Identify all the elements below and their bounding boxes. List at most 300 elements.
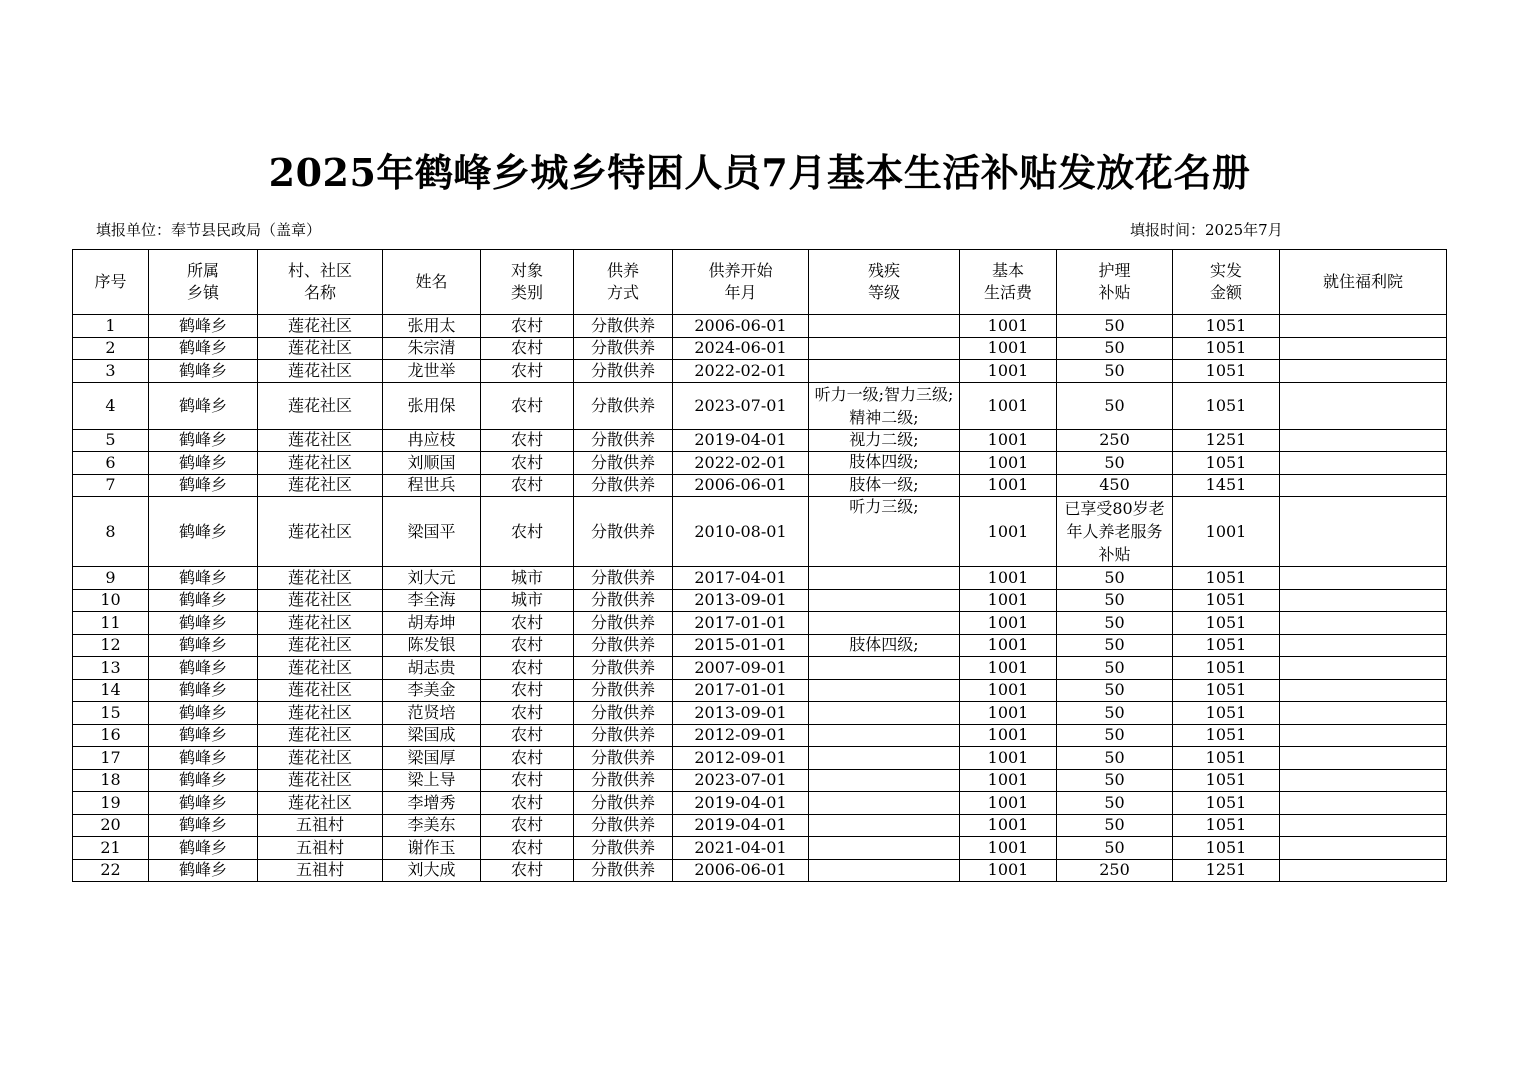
- cell-town: 鹤峰乡: [149, 679, 258, 702]
- cell-disability-level: [809, 589, 960, 612]
- cell-welfare-home: [1280, 360, 1447, 383]
- cell-disability-level: [809, 679, 960, 702]
- cell-welfare-home: [1280, 452, 1447, 475]
- cell-actual-amount: 1051: [1173, 360, 1280, 383]
- column-header-basic-living-fee: 基本 生活费: [960, 250, 1057, 315]
- cell-start-date: 2021-04-01: [673, 837, 809, 860]
- cell-village: 莲花社区: [258, 337, 383, 360]
- cell-actual-amount: 1051: [1173, 679, 1280, 702]
- cell-name: 李全海: [383, 589, 481, 612]
- cell-disability-level: [809, 657, 960, 680]
- cell-support-method: 分散供养: [574, 315, 673, 338]
- cell-category: 农村: [481, 474, 574, 497]
- cell-category: 农村: [481, 859, 574, 882]
- cell-care-subsidy: 50: [1057, 337, 1173, 360]
- cell-village: 五祖村: [258, 859, 383, 882]
- cell-basic-living-fee: 1001: [960, 589, 1057, 612]
- column-header-actual-amount: 实发 金额: [1173, 250, 1280, 315]
- cell-town: 鹤峰乡: [149, 859, 258, 882]
- cell-town: 鹤峰乡: [149, 724, 258, 747]
- cell-start-date: 2015-01-01: [673, 634, 809, 657]
- cell-care-subsidy: 50: [1057, 747, 1173, 770]
- cell-village: 莲花社区: [258, 360, 383, 383]
- cell-care-subsidy: 250: [1057, 859, 1173, 882]
- cell-town: 鹤峰乡: [149, 814, 258, 837]
- cell-support-method: 分散供养: [574, 474, 673, 497]
- cell-support-method: 分散供养: [574, 657, 673, 680]
- cell-care-subsidy: 50: [1057, 724, 1173, 747]
- cell-name: 胡志贵: [383, 657, 481, 680]
- cell-care-subsidy: 50: [1057, 657, 1173, 680]
- cell-welfare-home: [1280, 769, 1447, 792]
- cell-village: 莲花社区: [258, 612, 383, 635]
- cell-category: 农村: [481, 702, 574, 725]
- cell-actual-amount: 1051: [1173, 814, 1280, 837]
- cell-basic-living-fee: 1001: [960, 474, 1057, 497]
- cell-care-subsidy: 50: [1057, 702, 1173, 725]
- cell-village: 莲花社区: [258, 589, 383, 612]
- cell-name: 李美金: [383, 679, 481, 702]
- cell-basic-living-fee: 1001: [960, 497, 1057, 567]
- column-header-village: 村、社区 名称: [258, 250, 383, 315]
- cell-welfare-home: [1280, 589, 1447, 612]
- cell-basic-living-fee: 1001: [960, 612, 1057, 635]
- cell-no: 6: [73, 452, 149, 475]
- cell-name: 刘大成: [383, 859, 481, 882]
- cell-actual-amount: 1051: [1173, 724, 1280, 747]
- cell-name: 陈发银: [383, 634, 481, 657]
- cell-category: 城市: [481, 567, 574, 590]
- cell-disability-level: [809, 702, 960, 725]
- cell-basic-living-fee: 1001: [960, 814, 1057, 837]
- cell-basic-living-fee: 1001: [960, 702, 1057, 725]
- cell-welfare-home: [1280, 702, 1447, 725]
- cell-village: 莲花社区: [258, 382, 383, 429]
- table-row: [73, 612, 1447, 635]
- cell-care-subsidy: 50: [1057, 769, 1173, 792]
- cell-welfare-home: [1280, 814, 1447, 837]
- cell-care-subsidy: 50: [1057, 792, 1173, 815]
- cell-disability-level: [809, 769, 960, 792]
- cell-support-method: 分散供养: [574, 497, 673, 567]
- cell-start-date: 2012-09-01: [673, 747, 809, 770]
- cell-welfare-home: [1280, 792, 1447, 815]
- table-row: [73, 382, 1447, 429]
- cell-name: 程世兵: [383, 474, 481, 497]
- cell-care-subsidy: 50: [1057, 612, 1173, 635]
- cell-disability-level: [809, 747, 960, 770]
- cell-actual-amount: 1051: [1173, 769, 1280, 792]
- cell-support-method: 分散供养: [574, 814, 673, 837]
- cell-no: 18: [73, 769, 149, 792]
- cell-basic-living-fee: 1001: [960, 567, 1057, 590]
- table-row: [73, 429, 1447, 452]
- cell-support-method: 分散供养: [574, 589, 673, 612]
- cell-disability-level: [809, 792, 960, 815]
- cell-start-date: 2019-04-01: [673, 792, 809, 815]
- cell-welfare-home: [1280, 474, 1447, 497]
- cell-no: 14: [73, 679, 149, 702]
- cell-actual-amount: 1051: [1173, 315, 1280, 338]
- cell-start-date: 2006-06-01: [673, 859, 809, 882]
- cell-no: 16: [73, 724, 149, 747]
- column-header-disability-level: 残疾 等级: [809, 250, 960, 315]
- cell-support-method: 分散供养: [574, 792, 673, 815]
- cell-village: 莲花社区: [258, 792, 383, 815]
- table-row: [73, 452, 1447, 475]
- cell-town: 鹤峰乡: [149, 747, 258, 770]
- cell-village: 莲花社区: [258, 315, 383, 338]
- cell-welfare-home: [1280, 859, 1447, 882]
- cell-town: 鹤峰乡: [149, 497, 258, 567]
- cell-name: 龙世举: [383, 360, 481, 383]
- cell-disability-level: [809, 567, 960, 590]
- cell-no: 2: [73, 337, 149, 360]
- cell-disability-level: [809, 724, 960, 747]
- cell-actual-amount: 1051: [1173, 702, 1280, 725]
- table-row: [73, 567, 1447, 590]
- cell-name: 谢作玉: [383, 837, 481, 860]
- cell-village: 莲花社区: [258, 634, 383, 657]
- cell-actual-amount: 1251: [1173, 859, 1280, 882]
- cell-category: 农村: [481, 657, 574, 680]
- cell-start-date: 2010-08-01: [673, 497, 809, 567]
- cell-name: 梁国平: [383, 497, 481, 567]
- cell-town: 鹤峰乡: [149, 634, 258, 657]
- cell-village: 莲花社区: [258, 474, 383, 497]
- table-row: [73, 859, 1447, 882]
- cell-no: 21: [73, 837, 149, 860]
- cell-welfare-home: [1280, 567, 1447, 590]
- cell-village: 莲花社区: [258, 497, 383, 567]
- cell-welfare-home: [1280, 679, 1447, 702]
- cell-welfare-home: [1280, 657, 1447, 680]
- cell-care-subsidy: 50: [1057, 452, 1173, 475]
- table-row: [73, 769, 1447, 792]
- document-title: 2025年鹤峰乡城乡特困人员7月基本生活补贴发放花名册: [268, 150, 1251, 195]
- cell-start-date: 2013-09-01: [673, 589, 809, 612]
- cell-town: 鹤峰乡: [149, 452, 258, 475]
- cell-no: 19: [73, 792, 149, 815]
- cell-actual-amount: 1051: [1173, 452, 1280, 475]
- cell-basic-living-fee: 1001: [960, 360, 1057, 383]
- cell-start-date: 2023-07-01: [673, 382, 809, 429]
- cell-village: 莲花社区: [258, 567, 383, 590]
- table-row: [73, 634, 1447, 657]
- cell-category: 农村: [481, 837, 574, 860]
- cell-care-subsidy: 50: [1057, 589, 1173, 612]
- cell-basic-living-fee: 1001: [960, 792, 1057, 815]
- cell-support-method: 分散供养: [574, 769, 673, 792]
- table-row: [73, 679, 1447, 702]
- cell-welfare-home: [1280, 747, 1447, 770]
- cell-actual-amount: 1001: [1173, 497, 1280, 567]
- cell-actual-amount: 1051: [1173, 792, 1280, 815]
- cell-actual-amount: 1051: [1173, 612, 1280, 635]
- cell-actual-amount: 1451: [1173, 474, 1280, 497]
- table-row: [73, 315, 1447, 338]
- cell-category: 农村: [481, 429, 574, 452]
- cell-care-subsidy: 已享受80岁老年人养老服务补贴: [1057, 497, 1173, 567]
- cell-support-method: 分散供养: [574, 859, 673, 882]
- cell-name: 胡寿坤: [383, 612, 481, 635]
- cell-town: 鹤峰乡: [149, 429, 258, 452]
- cell-no: 10: [73, 589, 149, 612]
- cell-support-method: 分散供养: [574, 337, 673, 360]
- cell-support-method: 分散供养: [574, 837, 673, 860]
- cell-no: 12: [73, 634, 149, 657]
- cell-town: 鹤峰乡: [149, 474, 258, 497]
- column-header-start-date: 供养开始 年月: [673, 250, 809, 315]
- cell-basic-living-fee: 1001: [960, 657, 1057, 680]
- cell-start-date: 2006-06-01: [673, 474, 809, 497]
- cell-village: 莲花社区: [258, 769, 383, 792]
- column-header-care-subsidy: 护理 补贴: [1057, 250, 1173, 315]
- cell-basic-living-fee: 1001: [960, 859, 1057, 882]
- cell-town: 鹤峰乡: [149, 702, 258, 725]
- cell-start-date: 2006-06-01: [673, 315, 809, 338]
- cell-care-subsidy: 50: [1057, 567, 1173, 590]
- cell-category: 农村: [481, 360, 574, 383]
- cell-actual-amount: 1051: [1173, 657, 1280, 680]
- cell-welfare-home: [1280, 724, 1447, 747]
- column-header-name: 姓名: [383, 250, 481, 315]
- cell-basic-living-fee: 1001: [960, 452, 1057, 475]
- cell-welfare-home: [1280, 634, 1447, 657]
- cell-category: 农村: [481, 634, 574, 657]
- cell-care-subsidy: 250: [1057, 429, 1173, 452]
- cell-category: 农村: [481, 337, 574, 360]
- cell-basic-living-fee: 1001: [960, 747, 1057, 770]
- cell-town: 鹤峰乡: [149, 769, 258, 792]
- table-row: [73, 702, 1447, 725]
- cell-start-date: 2017-01-01: [673, 679, 809, 702]
- cell-disability-level: 肢体四级;: [809, 452, 960, 475]
- cell-care-subsidy: 50: [1057, 382, 1173, 429]
- cell-welfare-home: [1280, 837, 1447, 860]
- cell-basic-living-fee: 1001: [960, 837, 1057, 860]
- cell-support-method: 分散供养: [574, 452, 673, 475]
- cell-care-subsidy: 50: [1057, 315, 1173, 338]
- cell-care-subsidy: 50: [1057, 837, 1173, 860]
- cell-actual-amount: 1051: [1173, 337, 1280, 360]
- cell-town: 鹤峰乡: [149, 792, 258, 815]
- cell-town: 鹤峰乡: [149, 612, 258, 635]
- cell-village: 莲花社区: [258, 452, 383, 475]
- cell-no: 22: [73, 859, 149, 882]
- cell-support-method: 分散供养: [574, 612, 673, 635]
- cell-basic-living-fee: 1001: [960, 429, 1057, 452]
- table-row: [73, 837, 1447, 860]
- cell-name: 梁国厚: [383, 747, 481, 770]
- table-body: [73, 315, 1447, 882]
- table-row: [73, 360, 1447, 383]
- cell-basic-living-fee: 1001: [960, 634, 1057, 657]
- cell-disability-level: 视力二级;: [809, 429, 960, 452]
- cell-disability-level: 肢体四级;: [809, 634, 960, 657]
- cell-start-date: 2012-09-01: [673, 724, 809, 747]
- table-row: [73, 814, 1447, 837]
- cell-care-subsidy: 450: [1057, 474, 1173, 497]
- cell-support-method: 分散供养: [574, 679, 673, 702]
- cell-support-method: 分散供养: [574, 724, 673, 747]
- cell-town: 鹤峰乡: [149, 360, 258, 383]
- column-header-category: 对象 类别: [481, 250, 574, 315]
- cell-basic-living-fee: 1001: [960, 724, 1057, 747]
- cell-actual-amount: 1051: [1173, 747, 1280, 770]
- cell-no: 11: [73, 612, 149, 635]
- cell-town: 鹤峰乡: [149, 567, 258, 590]
- reporting-unit: 填报单位：奉节县民政局（盖章）: [96, 221, 322, 239]
- cell-disability-level: [809, 337, 960, 360]
- table-row: [73, 724, 1447, 747]
- cell-actual-amount: 1051: [1173, 634, 1280, 657]
- cell-village: 莲花社区: [258, 679, 383, 702]
- cell-category: 农村: [481, 612, 574, 635]
- cell-name: 张用太: [383, 315, 481, 338]
- cell-village: 莲花社区: [258, 702, 383, 725]
- cell-no: 7: [73, 474, 149, 497]
- cell-start-date: 2023-07-01: [673, 769, 809, 792]
- cell-name: 张用保: [383, 382, 481, 429]
- cell-start-date: 2017-04-01: [673, 567, 809, 590]
- cell-category: 农村: [481, 769, 574, 792]
- cell-support-method: 分散供养: [574, 567, 673, 590]
- cell-actual-amount: 1051: [1173, 567, 1280, 590]
- cell-disability-level: [809, 360, 960, 383]
- cell-basic-living-fee: 1001: [960, 679, 1057, 702]
- cell-town: 鹤峰乡: [149, 337, 258, 360]
- cell-village: 莲花社区: [258, 657, 383, 680]
- cell-village: 五祖村: [258, 837, 383, 860]
- table-row: [73, 474, 1447, 497]
- cell-category: 农村: [481, 452, 574, 475]
- cell-welfare-home: [1280, 429, 1447, 452]
- cell-welfare-home: [1280, 497, 1447, 567]
- cell-no: 3: [73, 360, 149, 383]
- cell-village: 莲花社区: [258, 724, 383, 747]
- cell-basic-living-fee: 1001: [960, 337, 1057, 360]
- cell-category: 城市: [481, 589, 574, 612]
- cell-no: 13: [73, 657, 149, 680]
- cell-support-method: 分散供养: [574, 634, 673, 657]
- cell-name: 刘顺国: [383, 452, 481, 475]
- cell-actual-amount: 1051: [1173, 837, 1280, 860]
- cell-actual-amount: 1251: [1173, 429, 1280, 452]
- cell-town: 鹤峰乡: [149, 837, 258, 860]
- cell-start-date: 2019-04-01: [673, 429, 809, 452]
- cell-town: 鹤峰乡: [149, 315, 258, 338]
- cell-start-date: 2007-09-01: [673, 657, 809, 680]
- cell-welfare-home: [1280, 315, 1447, 338]
- cell-care-subsidy: 50: [1057, 360, 1173, 383]
- cell-village: 莲花社区: [258, 747, 383, 770]
- cell-no: 8: [73, 497, 149, 567]
- cell-disability-level: 听力一级;智力三级;精神二级;: [809, 382, 960, 429]
- cell-town: 鹤峰乡: [149, 657, 258, 680]
- column-header-town: 所属 乡镇: [149, 250, 258, 315]
- cell-actual-amount: 1051: [1173, 589, 1280, 612]
- cell-actual-amount: 1051: [1173, 382, 1280, 429]
- table-row: [73, 497, 1447, 567]
- cell-category: 农村: [481, 315, 574, 338]
- cell-category: 农村: [481, 792, 574, 815]
- cell-basic-living-fee: 1001: [960, 382, 1057, 429]
- cell-basic-living-fee: 1001: [960, 315, 1057, 338]
- cell-no: 4: [73, 382, 149, 429]
- cell-no: 15: [73, 702, 149, 725]
- cell-name: 范贤培: [383, 702, 481, 725]
- reporting-time: 填报时间：2025年7月: [1130, 221, 1283, 239]
- cell-disability-level: [809, 837, 960, 860]
- cell-category: 农村: [481, 679, 574, 702]
- cell-support-method: 分散供养: [574, 747, 673, 770]
- cell-category: 农村: [481, 724, 574, 747]
- cell-welfare-home: [1280, 382, 1447, 429]
- cell-welfare-home: [1280, 337, 1447, 360]
- table-row: [73, 792, 1447, 815]
- cell-no: 5: [73, 429, 149, 452]
- cell-village: 莲花社区: [258, 429, 383, 452]
- table-row: [73, 657, 1447, 680]
- cell-disability-level: [809, 859, 960, 882]
- cell-care-subsidy: 50: [1057, 679, 1173, 702]
- cell-disability-level: [809, 814, 960, 837]
- cell-town: 鹤峰乡: [149, 589, 258, 612]
- cell-support-method: 分散供养: [574, 382, 673, 429]
- cell-village: 五祖村: [258, 814, 383, 837]
- cell-disability-level: [809, 612, 960, 635]
- cell-no: 17: [73, 747, 149, 770]
- cell-start-date: 2022-02-01: [673, 360, 809, 383]
- table-row: [73, 337, 1447, 360]
- cell-disability-level: [809, 315, 960, 338]
- cell-disability-level: 肢体一级;: [809, 474, 960, 497]
- cell-support-method: 分散供养: [574, 360, 673, 383]
- cell-category: 农村: [481, 382, 574, 429]
- cell-category: 农村: [481, 497, 574, 567]
- column-header-welfare-home: 就住福利院: [1280, 250, 1447, 315]
- cell-town: 鹤峰乡: [149, 382, 258, 429]
- cell-name: 冉应枝: [383, 429, 481, 452]
- cell-disability-level: 听力三级;: [809, 497, 960, 567]
- table-header-row: [73, 250, 1447, 315]
- cell-start-date: 2022-02-01: [673, 452, 809, 475]
- cell-basic-living-fee: 1001: [960, 769, 1057, 792]
- cell-start-date: 2013-09-01: [673, 702, 809, 725]
- cell-care-subsidy: 50: [1057, 634, 1173, 657]
- cell-category: 农村: [481, 814, 574, 837]
- cell-start-date: 2019-04-01: [673, 814, 809, 837]
- cell-name: 梁上导: [383, 769, 481, 792]
- column-header-support-method: 供养 方式: [574, 250, 673, 315]
- cell-name: 刘大元: [383, 567, 481, 590]
- cell-welfare-home: [1280, 612, 1447, 635]
- cell-name: 朱宗清: [383, 337, 481, 360]
- cell-name: 梁国成: [383, 724, 481, 747]
- cell-no: 1: [73, 315, 149, 338]
- cell-support-method: 分散供养: [574, 429, 673, 452]
- cell-no: 9: [73, 567, 149, 590]
- subsidy-roster-table: [72, 249, 1447, 882]
- table-row: [73, 589, 1447, 612]
- column-header-no: 序号: [73, 250, 149, 315]
- cell-category: 农村: [481, 747, 574, 770]
- cell-start-date: 2024-06-01: [673, 337, 809, 360]
- table-row: [73, 747, 1447, 770]
- cell-care-subsidy: 50: [1057, 814, 1173, 837]
- cell-name: 李美东: [383, 814, 481, 837]
